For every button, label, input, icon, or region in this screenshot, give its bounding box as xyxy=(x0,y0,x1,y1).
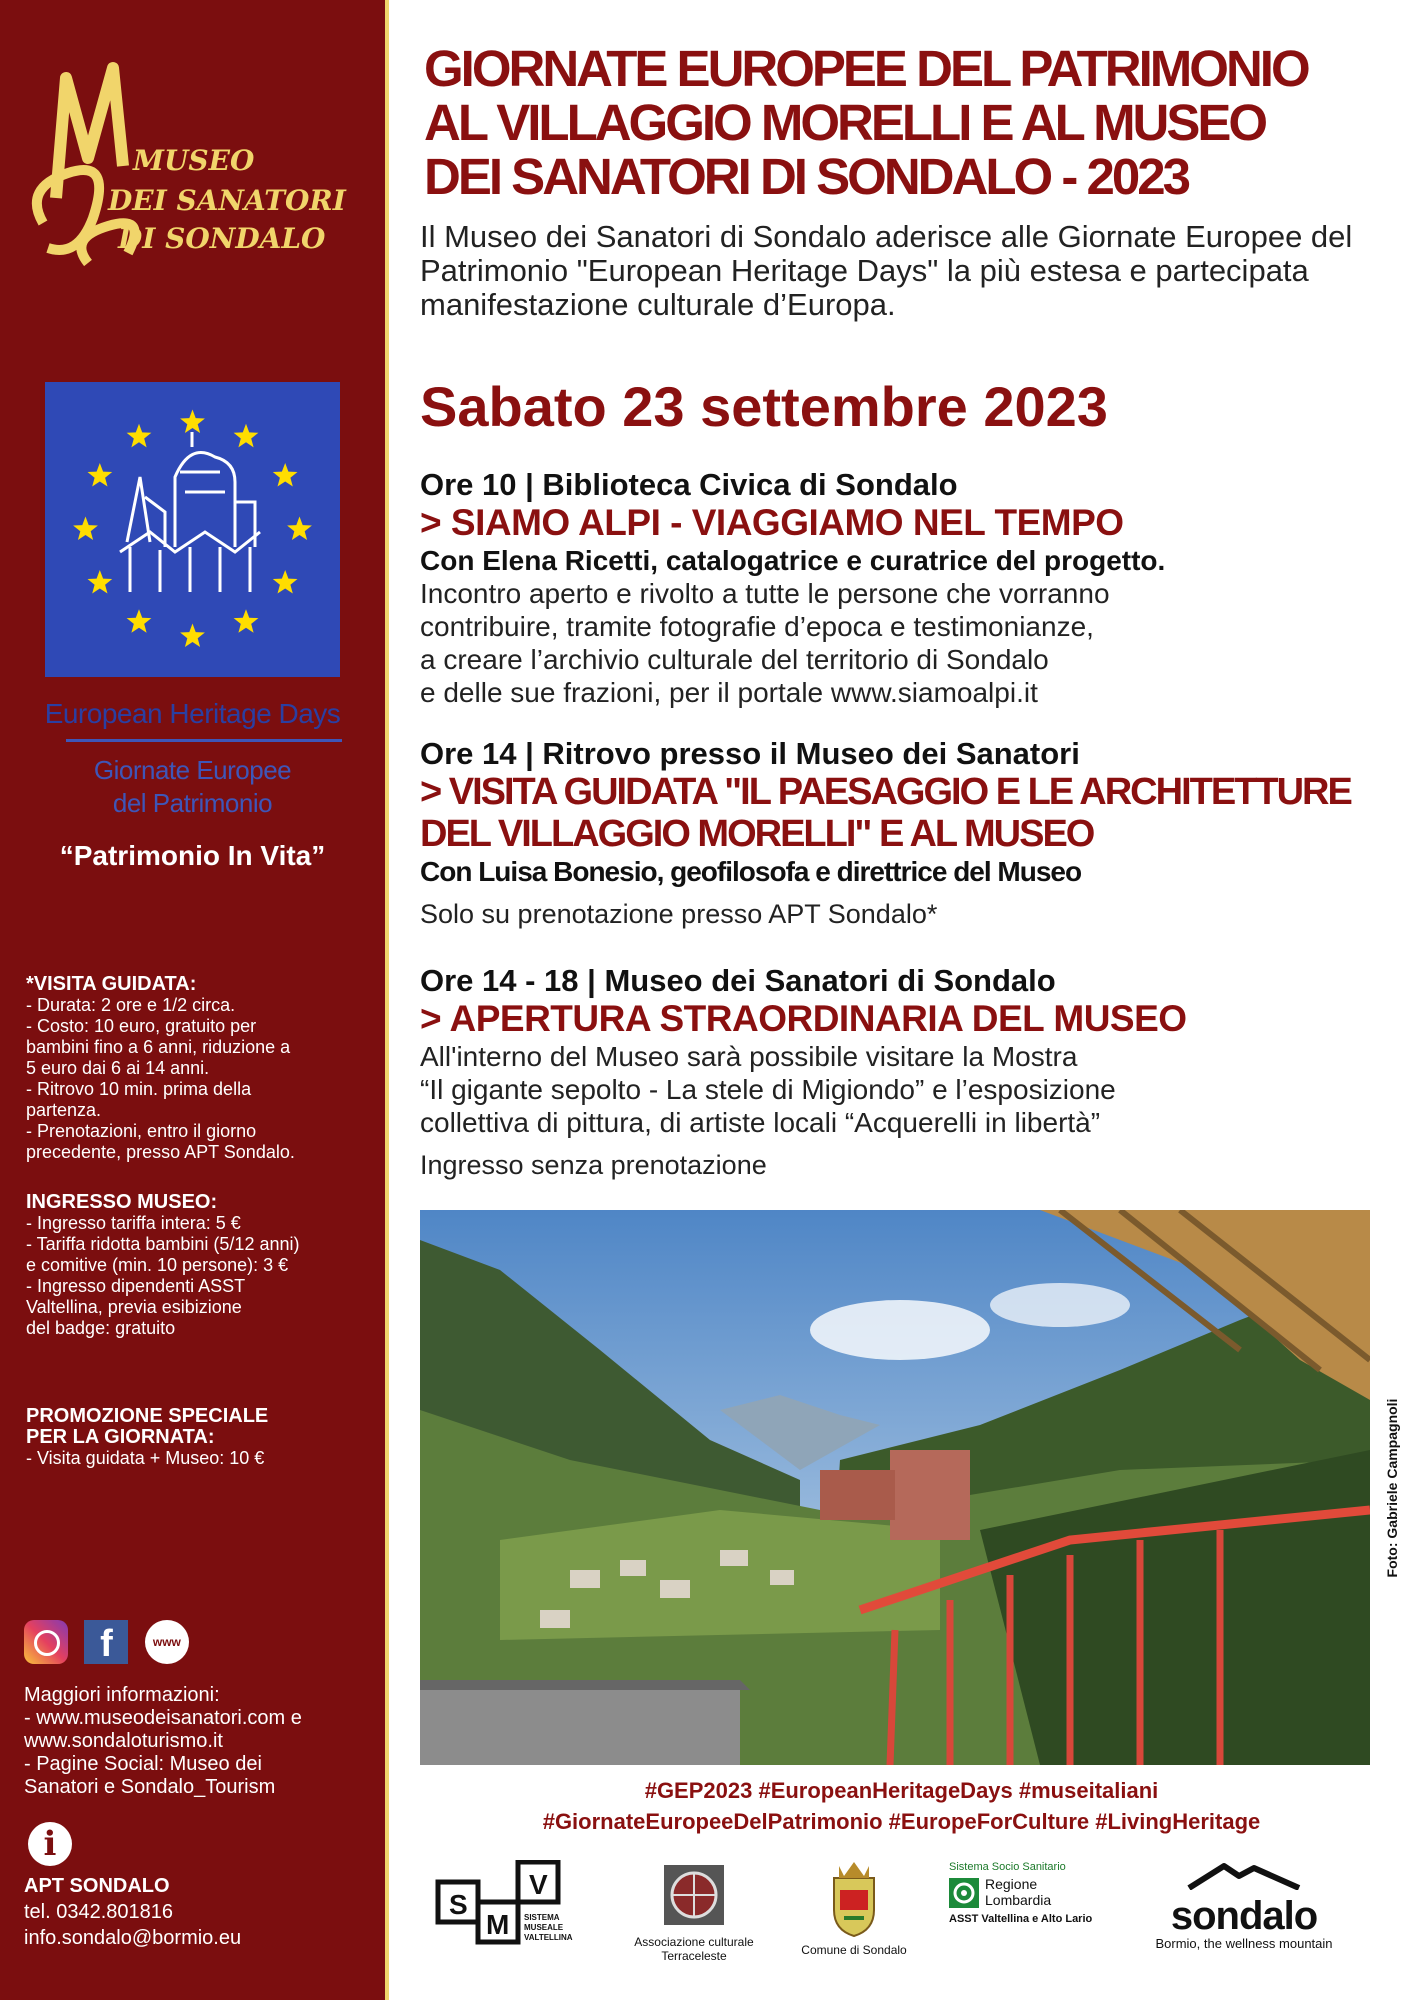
photo-credit-text: Foto: Gabriele Campagnoli xyxy=(1384,1398,1400,1577)
regione-name-line: Regione xyxy=(985,1876,1038,1892)
logo-caption: SISTEMA xyxy=(524,1913,560,1922)
social-links xyxy=(24,1620,201,1668)
museum-logo xyxy=(28,48,368,268)
regione-lombardia-logo xyxy=(949,1860,1099,1926)
visita-line: partenza. xyxy=(26,1100,102,1120)
logo-caption: VALTELLINA xyxy=(524,1933,573,1942)
hashtag-line: #GEP2023 #EuropeanHeritageDays #museitaliani xyxy=(644,1778,1159,1803)
event-siamo-alpi xyxy=(420,468,1410,709)
terraceleste-line2: Terraceleste xyxy=(661,1949,727,1963)
apt-name: APT SONDALO xyxy=(24,1875,170,1897)
more-line: www.sondaloturismo.it xyxy=(24,1730,223,1752)
terraceleste-mark xyxy=(659,1860,729,1930)
info-icon: i xyxy=(28,1822,72,1866)
promo-line: - Visita guidata + Museo: 10 € xyxy=(26,1448,265,1468)
visita-heading: *VISITA GUIDATA: xyxy=(26,973,197,995)
logo-line2: DEI SANATORI xyxy=(108,184,346,217)
terraceleste-logo xyxy=(619,1860,769,1963)
sondalo-name: sondalo xyxy=(1170,1894,1318,1938)
visita-line: - Costo: 10 euro, gratuito per xyxy=(26,1016,257,1036)
promo-heading1: PROMOZIONE SPECIALE xyxy=(26,1405,269,1427)
event-heading: > VISITA GUIDATA "IL PAESAGGIO E LE ARCHITETTURE xyxy=(420,771,1351,813)
more-line: Sanatori e Sondalo_Tourism xyxy=(24,1776,276,1798)
page-title xyxy=(424,42,1414,204)
promo-info xyxy=(26,1406,371,1469)
event-time: Ore 14 - 18 | Museo dei Sanatori di Sondalo xyxy=(420,963,1056,998)
visita-line: precedente, presso APT Sondalo. xyxy=(26,1142,295,1162)
sistema-museale-logo xyxy=(429,1860,589,1965)
event-note: Ingresso senza prenotazione xyxy=(420,1150,767,1180)
ingresso-museo-info xyxy=(26,1192,371,1339)
title-line: AL VILLAGGIO MORELLI E AL MUSEO xyxy=(424,94,1266,151)
logo-letter: S xyxy=(449,1889,468,1920)
sistema-museale-mark xyxy=(434,1860,584,1960)
logo-line1: MUSEO xyxy=(133,144,255,177)
comune-caption: Comune di Sondalo xyxy=(801,1943,907,1957)
event-apertura xyxy=(420,964,1410,1181)
event-heading: DEL VILLAGGIO MORELLI" E AL MUSEO xyxy=(420,813,1094,855)
instagram-icon[interactable] xyxy=(24,1620,68,1664)
event-time: Ore 10 | Biblioteca Civica di Sondalo xyxy=(420,467,958,502)
ehd-sub-line1: Giornate Europee xyxy=(93,755,292,785)
event-desc-line: a creare l’archivio culturale del territorio di Sondalo xyxy=(420,644,1049,675)
more-line: - Pagine Social: Museo dei xyxy=(24,1753,262,1775)
logo-caption: MUSEALE xyxy=(524,1923,564,1932)
mountain-icon xyxy=(1184,1860,1304,1890)
ehd-subtitle xyxy=(0,754,385,820)
logo-letter: M xyxy=(486,1909,510,1940)
title-line: GIORNATE EUROPEE DEL PATRIMONIO xyxy=(424,40,1308,97)
ingresso-line: Valtellina, previa esibizione xyxy=(26,1297,242,1317)
ehd-motto: “Patrimonio In Vita” xyxy=(59,840,326,871)
visita-guidata-info xyxy=(26,974,371,1163)
logo-line3: DI SONDALO xyxy=(118,222,326,255)
visita-line: - Ritrovo 10 min. prima della xyxy=(26,1079,252,1099)
visita-line: - Durata: 2 ore e 1/2 circa. xyxy=(26,995,236,1015)
more-line: Maggiori informazioni: xyxy=(24,1684,220,1706)
regione-name xyxy=(985,1876,1051,1908)
event-visita-guidata xyxy=(420,737,1410,930)
visita-line: - Prenotazioni, entro il giorno xyxy=(26,1121,257,1141)
event-note: Solo su prenotazione presso APT Sondalo* xyxy=(420,899,938,929)
more-line: - www.museodeisanatori.com e xyxy=(24,1707,302,1729)
more-info xyxy=(24,1684,369,1799)
regione-top: Sistema Socio Sanitario xyxy=(949,1861,1066,1873)
event-heading: > SIAMO ALPI - VIAGGIAMO NEL TEMPO xyxy=(420,502,1124,543)
event-desc-line: All'interno del Museo sarà possibile visitare la Mostra xyxy=(420,1041,1078,1072)
sondalo-tagline: Bormio, the wellness mountain xyxy=(1155,1936,1333,1951)
ehd-divider xyxy=(66,739,342,742)
ingresso-line: - Ingresso tariffa intera: 5 € xyxy=(26,1213,241,1233)
partner-logos xyxy=(389,1860,1414,1980)
ingresso-line: del badge: gratuito xyxy=(26,1318,176,1338)
event-heading: > APERTURA STRAORDINARIA DEL MUSEO xyxy=(420,998,1187,1039)
ingresso-line: - Ingresso dipendenti ASST xyxy=(26,1276,246,1296)
ingresso-line: - Tariffa ridotta bambini (5/12 anni) xyxy=(26,1234,300,1254)
event-date: Sabato 23 settembre 2023 xyxy=(420,375,1108,438)
comune-crest xyxy=(824,1860,884,1938)
apt-tel: tel. 0342.801816 xyxy=(24,1901,174,1923)
terraceleste-line1: Associazione culturale xyxy=(634,1935,754,1949)
main-content xyxy=(389,0,1414,2000)
ehd-sub-line2: del Patrimonio xyxy=(112,788,273,818)
event-host: Con Elena Ricetti, catalogatrice e curatrice del progetto. xyxy=(420,545,1166,576)
event-desc-line: collettiva di pittura, di artiste locali “Acquerelli in libertà” xyxy=(420,1107,1101,1138)
regione-name-line: Lombardia xyxy=(985,1892,1052,1908)
intro-text: Il Museo dei Sanatori di Sondalo aderisce alle Giornate Europee del Patrimonio "European Heritage Days" la più estesa e partecipata manifestazione culturale d’Europa. xyxy=(420,219,1353,322)
apt-email: info.sondalo@bormio.eu xyxy=(24,1927,242,1949)
comune-logo xyxy=(789,1860,919,1957)
regione-bottom: ASST Valtellina e Alto Lario xyxy=(949,1913,1093,1925)
ingresso-heading: INGRESSO MUSEO: xyxy=(26,1191,218,1213)
ingresso-line: e comitive (min. 10 persone): 3 € xyxy=(26,1255,289,1275)
facebook-icon[interactable]: f xyxy=(84,1620,128,1664)
sondalo-logo xyxy=(1129,1860,1359,1951)
sidebar xyxy=(0,0,385,2000)
event-desc-line: Incontro aperto e rivolto a tutte le persone che vorranno xyxy=(420,578,1110,609)
event-host: Con Luisa Bonesio, geofilosofa e direttrice del Museo xyxy=(420,856,1082,887)
event-desc-line: e delle sue frazioni, per il portale www.siamoalpi.it xyxy=(420,677,1038,708)
title-line: DEI SANATORI DI SONDALO - 2023 xyxy=(424,148,1188,205)
valley-photo xyxy=(420,1210,1370,1765)
hashtag-line: #GiornateEuropeeDelPatrimonio #EuropeForCulture #LivingHeritage xyxy=(542,1809,1261,1834)
apt-contact xyxy=(24,1873,241,1951)
regione-rose-icon xyxy=(949,1878,979,1908)
hashtags xyxy=(389,1775,1414,1837)
visita-line: 5 euro dai 6 ai 14 anni. xyxy=(26,1058,210,1078)
ehd-title: European Heritage Days xyxy=(44,698,341,729)
event-time: Ore 14 | Ritrovo presso il Museo dei Sanatori xyxy=(420,736,1080,771)
event-desc-line: contribuire, tramite fotografie d’epoca e testimonianze, xyxy=(420,611,1094,642)
visita-line: bambini fino a 6 anni, riduzione a xyxy=(26,1037,291,1057)
eu-flag-logo xyxy=(45,382,340,677)
event-desc-line: “Il gigante sepolto - La stele di Migiondo” e l’esposizione xyxy=(420,1074,1116,1105)
website-icon[interactable]: www xyxy=(145,1620,189,1664)
logo-letter: V xyxy=(529,1869,548,1900)
promo-heading2: PER LA GIORNATA: xyxy=(26,1426,215,1448)
photo-credit xyxy=(1381,1210,1403,1765)
